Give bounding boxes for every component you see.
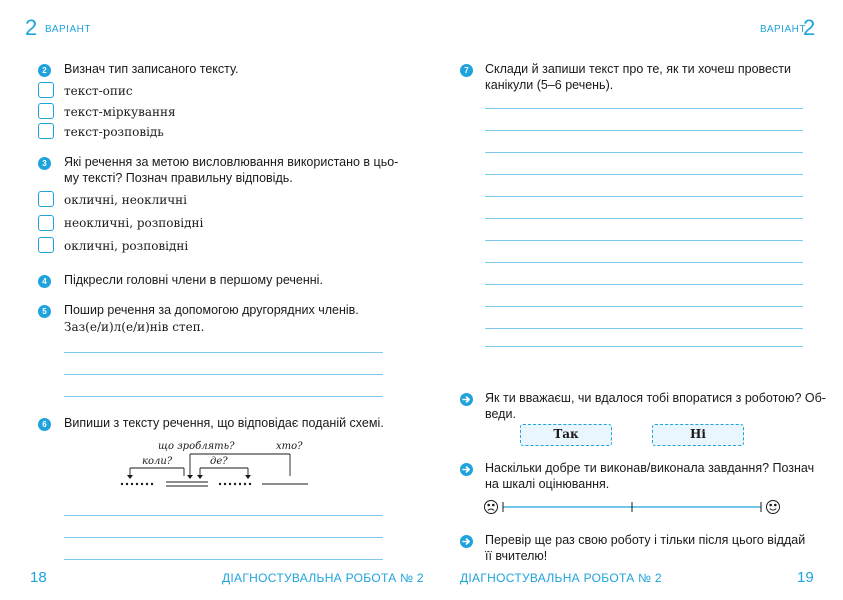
q2-option-2-label: текст-міркування <box>64 105 176 119</box>
arrow-bullet-icon <box>460 463 473 476</box>
scheme-question-who: хто? <box>276 441 303 452</box>
self-check-2-line-1: Наскільки добре ти виконав/виконала завдання? Познач <box>485 461 815 475</box>
question-7-line-1: Склади й запиши текст про те, як ти хочеш провести <box>485 62 791 76</box>
q3-option-3-label: окличні, розповідні <box>64 239 189 253</box>
checkbox-q2-option-1[interactable] <box>38 82 54 98</box>
q2-option-3-label: текст-розповідь <box>64 125 164 139</box>
answer-line[interactable] <box>485 196 803 197</box>
question-6-text: Випиши з тексту речення, що відповідає поданій схемі. <box>64 416 384 430</box>
page-number-right: 19 <box>797 569 814 586</box>
variant-number-right: 2 <box>803 15 816 40</box>
checkbox-q3-option-3[interactable] <box>38 237 54 253</box>
sad-face-icon <box>485 501 498 514</box>
checkbox-q3-option-2[interactable] <box>38 215 54 231</box>
self-check-2-line-2: на шкалі оцінювання. <box>485 477 610 491</box>
question-number-3: 3 <box>38 157 51 170</box>
question-4-text: Підкресли головні члени в першому реченні. <box>64 273 323 287</box>
self-check-3-line-1: Перевір ще раз свою роботу і тільки після цього віддай <box>485 533 806 547</box>
answer-line[interactable] <box>485 174 803 175</box>
arrow-bullet-icon <box>460 535 473 548</box>
question-3-line-2: му тексті? Познач правильну відповідь. <box>64 171 293 185</box>
answer-line[interactable] <box>485 108 803 109</box>
variant-label-right: ВАРІАНТ <box>760 24 806 35</box>
answer-line-q5-1[interactable] <box>64 352 383 353</box>
answer-line[interactable] <box>485 152 803 153</box>
self-check-1-line-1: Як ти вважаєш, чи вдалося тобі впоратися з роботою? Об- <box>485 391 826 405</box>
checkbox-q2-option-3[interactable] <box>38 123 54 139</box>
checkbox-q3-option-1[interactable] <box>38 191 54 207</box>
question-number-6: 6 <box>38 418 51 431</box>
answer-line-q5-2[interactable] <box>64 374 383 375</box>
scheme-question-what-do: що зроблять? <box>158 441 235 452</box>
question-number-2: 2 <box>38 64 51 77</box>
answer-line-q6-3[interactable] <box>64 559 383 560</box>
sentence-scheme <box>110 436 320 494</box>
scheme-question-when: коли? <box>142 456 173 467</box>
self-check-1-line-2: веди. <box>485 407 516 421</box>
q3-option-2-label: неокличні, розповідні <box>64 216 204 230</box>
question-5-text: Пошир речення за допомогою другорядних членів. <box>64 303 359 317</box>
footer-title-left: ДІАГНОСТУВАЛЬНА РОБОТА № 2 <box>222 571 424 585</box>
q2-option-1-label: текст-опис <box>64 84 133 98</box>
answer-line[interactable] <box>485 328 803 329</box>
answer-line[interactable] <box>485 346 803 347</box>
q3-option-1-label: окличні, неокличні <box>64 193 187 207</box>
answer-line[interactable] <box>485 284 803 285</box>
answer-line[interactable] <box>485 240 803 241</box>
variant-number-left: 2 <box>25 15 38 40</box>
question-7-line-2: канікули (5–6 речень). <box>485 78 614 92</box>
question-5-sentence: Заз(е/и)л(е/и)нів степ. <box>64 320 205 334</box>
answer-line-q6-2[interactable] <box>64 537 383 538</box>
answer-line[interactable] <box>485 306 803 307</box>
variant-label-left: ВАРІАНТ <box>45 24 91 35</box>
yes-answer-button[interactable]: Так <box>520 424 612 446</box>
question-number-5: 5 <box>38 305 51 318</box>
answer-line[interactable] <box>485 262 803 263</box>
answer-line[interactable] <box>485 130 803 131</box>
question-3-line-1: Які речення за метою висловлювання використано в цьо- <box>64 155 399 169</box>
happy-face-icon <box>767 501 780 514</box>
footer-title-right: ДІАГНОСТУВАЛЬНА РОБОТА № 2 <box>460 571 662 585</box>
answer-line[interactable] <box>485 218 803 219</box>
question-number-4: 4 <box>38 275 51 288</box>
answer-line-q5-3[interactable] <box>64 396 383 397</box>
page-number-left: 18 <box>30 569 47 586</box>
writing-area-q7[interactable] <box>485 108 803 348</box>
checkbox-q2-option-2[interactable] <box>38 103 54 119</box>
arrow-bullet-icon <box>460 393 473 406</box>
question-number-7: 7 <box>460 64 473 77</box>
self-check-3-line-2: її вчителю! <box>485 549 548 563</box>
no-answer-button[interactable]: Ні <box>652 424 744 446</box>
answer-line-q6-1[interactable] <box>64 515 383 516</box>
rating-scale[interactable] <box>483 498 783 516</box>
sentence-scheme-diagram <box>110 436 320 494</box>
scheme-question-where: де? <box>210 456 228 467</box>
question-2-text: Визнач тип записаного тексту. <box>64 62 239 76</box>
